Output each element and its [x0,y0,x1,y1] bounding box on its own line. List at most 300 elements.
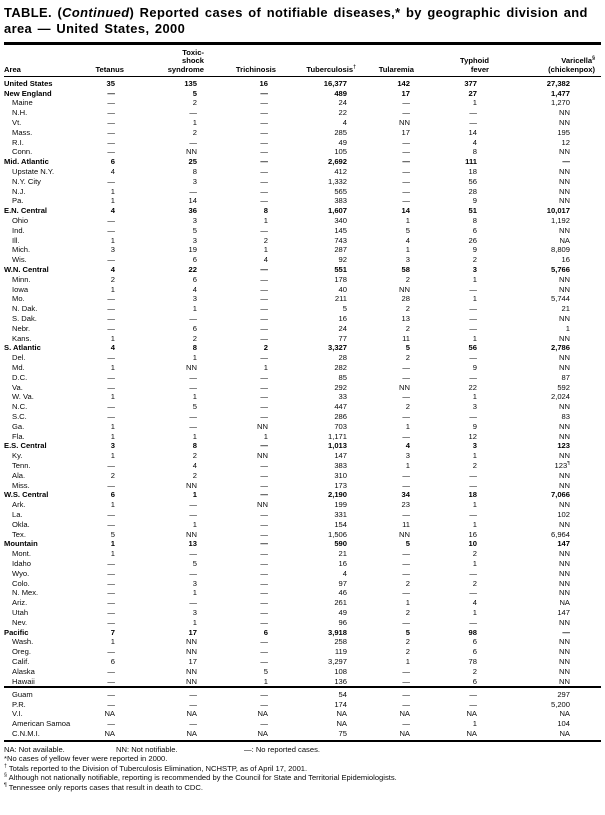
cell-tular: 1 [405,245,410,255]
cell-tetanus: — [107,607,115,617]
cell-tetanus: 7 [110,627,115,637]
cell-tss: 2 [192,470,197,480]
table-row [4,89,601,99]
cell-tular: NA [399,728,410,738]
cell-typhoid: 3 [472,402,477,412]
footnote-tuberculosis-text: Totals reported to the Division of Tuberculosis Elimination, NCHSTP, as of April 17, 2001. [6,763,308,773]
cell-tb: 147 [334,451,347,461]
table-row [4,294,601,304]
cell-tb: 1,332 [327,176,347,186]
row-area-label: Ga. [12,421,25,431]
cell-tular: — [402,392,410,402]
cell-tular: — [402,617,410,627]
table-row [4,490,601,500]
table-row [4,588,601,598]
cell-tb: NA [336,709,347,719]
dagger-mark: † [4,763,7,770]
cell-tss: 3 [192,578,197,588]
cell-typhoid: — [469,353,477,363]
cell-tb: 173 [334,480,347,490]
cell-tetanus: — [107,676,115,686]
cell-varicella: 5,766 [550,265,570,275]
cell-tular: 11 [402,333,410,343]
table-header-row [4,45,601,76]
cell-typhoid: — [469,304,477,314]
row-area-label: W.N. Central [4,265,49,275]
cell-tb: 551 [334,265,347,275]
cell-tetanus: — [107,225,115,235]
cell-tb: 199 [334,500,347,510]
cell-tss: 3 [192,216,197,226]
cell-typhoid: 1 [472,558,477,568]
row-area-label: Nebr. [12,323,31,333]
cell-tb: 33 [338,392,347,402]
title-rest: ) Reported cases of notifiable diseases,* by geographic division and area — United States, 2000 [4,5,588,36]
cell-varicella: NN [559,333,570,343]
cell-tetanus: — [107,323,115,333]
cell-varicella: NN [559,353,570,363]
table-row [4,432,601,442]
row-area-label: Ky. [12,451,23,461]
cell-varicella: NN [559,363,570,372]
table-row [4,177,601,187]
cell-tb: 16,377 [323,78,347,88]
cell-trich: — [260,598,268,608]
cell-tb: 92 [338,255,347,265]
row-area-label: V.I. [12,709,23,719]
cell-tular: 1 [405,598,410,608]
cell-tb: 261 [334,598,347,608]
cell-tss: 2 [192,333,197,343]
cell-tb: 447 [334,402,347,412]
cell-varicella: NN [559,588,570,598]
cell-tetanus: 1 [110,431,115,441]
cell-tular: 3 [405,451,410,461]
cell-typhoid: 4 [472,598,477,608]
cell-tular: 11 [402,519,410,529]
cell-typhoid: 6 [472,637,477,647]
cell-tetanus: 3 [110,245,115,255]
cell-tetanus: NA [104,709,115,719]
row-area-label: Vt. [12,118,22,128]
table-row [4,500,601,510]
table-row [4,549,601,559]
cell-tss: 8 [192,441,197,451]
table-row [4,687,601,699]
row-area-label: New England [4,88,52,98]
cell-tss: NA [186,728,197,738]
row-area-label: E.N. Central [4,206,48,216]
cell-tb: 174 [334,699,347,709]
cell-tetanus: NA [104,728,115,738]
cell-trich: 16 [259,78,268,88]
table-row [4,304,601,314]
cell-typhoid: 2 [472,549,477,559]
cell-tular: NN [399,284,410,294]
row-area-label: Kans. [12,333,32,343]
cell-typhoid: 6 [472,225,477,235]
cell-tb: 383 [334,460,347,470]
footnotes [4,745,601,793]
cell-tb: 54 [282,687,362,699]
cell-typhoid: 2 [472,666,477,676]
cell-trich: — [260,108,268,118]
table-row [4,510,601,520]
cell-tss: 14 [188,196,197,206]
cell-tetanus: — [107,588,115,598]
cell-tss: 13 [188,539,197,549]
cell-typhoid: 1 [472,392,477,402]
cell-tular: — [402,176,410,186]
cell-tb: 24 [338,98,347,108]
legend-na: NA: Not available. [4,744,65,754]
row-area-label: N. Mex. [12,588,39,598]
table-row [4,265,601,275]
cell-tetanus: 2 [110,470,115,480]
cell-varicella: 83 [561,411,570,421]
cell-tss: — [189,372,197,382]
cell-varicella: 5,200 [550,699,570,709]
row-area-label: S. Atlantic [4,343,41,353]
column-header-trich: Trichinosis [210,45,282,76]
row-area-label: Mountain [4,539,38,549]
cell-tular: 2 [405,578,410,588]
cell-typhoid: 56 [468,176,477,186]
cell-tular: — [402,568,410,578]
cell-typhoid: 18 [468,490,477,500]
cell-typhoid: — [420,687,495,699]
cell-tss: 36 [188,206,197,216]
cell-trich: — [260,549,268,559]
cell-tetanus: — [107,411,115,421]
cell-trich: — [260,647,268,657]
cell-trich: — [260,617,268,627]
cell-tular: NN [399,529,410,539]
table-row [4,147,601,157]
cell-tss: — [189,598,197,608]
cell-typhoid: 78 [468,656,477,666]
cell-tular: — [402,108,410,118]
cell-tetanus: 1 [110,500,115,510]
cell-tss: NN [186,637,197,647]
cell-tular: 2 [405,647,410,657]
cell-tetanus: 1 [110,235,115,245]
cell-trich: — [260,519,268,529]
cell-trich: NN [257,500,268,510]
cell-varicella: 12 [561,137,570,147]
cell-tetanus: 4 [110,167,115,177]
cell-tb: 331 [334,509,347,519]
cell-tb: 77 [338,333,347,343]
cell-tetanus: — [107,719,115,729]
row-area-label: Ohio [12,216,29,226]
cell-trich: — [260,353,268,363]
row-area-label: Idaho [12,558,32,568]
cell-varicella: 1,192 [550,216,570,226]
row-area-label: Guam [4,687,92,699]
row-area-label: American Samoa [12,719,71,729]
cell-typhoid: — [469,323,477,333]
cell-tular: 5 [405,539,410,549]
cell-tular: — [402,666,410,676]
cell-typhoid: 1 [472,333,477,343]
cell-tss: NA [186,709,197,719]
cell-tb: 1,607 [327,206,347,216]
cell-typhoid: 8 [472,216,477,226]
table-row [4,167,601,177]
cell-tetanus: 4 [110,206,115,216]
cell-typhoid: 1 [472,98,477,108]
cell-typhoid: NA [466,728,477,738]
cell-tetanus: — [107,699,115,709]
cell-tb: 340 [334,216,347,226]
cell-trich: — [260,196,268,206]
cell-tss: 6 [192,274,197,284]
cell-tb: 3,327 [327,343,347,353]
cell-typhoid: — [469,284,477,294]
row-area-label: Mass. [12,127,33,137]
table-row [4,363,601,373]
cell-typhoid: 27 [468,88,477,98]
table-row [4,383,601,393]
cell-trich: — [260,656,268,666]
table-row [4,108,601,118]
cell-varicella: NN [559,274,570,284]
cell-tetanus: 4 [110,265,115,275]
cell-trich: — [260,284,268,294]
row-area-label: Maine [12,98,33,108]
row-area-label: United States [4,78,53,88]
row-area-label: S.C. [12,411,27,421]
cell-tular: 2 [405,402,410,412]
cell-tb: 46 [338,588,347,598]
cell-varicella: NN [559,549,570,559]
table-row [4,569,601,579]
row-area-label: Alaska [12,666,35,676]
cell-tss: 1 [192,118,197,128]
column-header-area: Area [4,45,92,76]
cell-tular: 17 [401,127,410,137]
footnote-yellow-fever-text: *No cases of yellow fever were reported in 2000. [4,754,168,764]
cell-typhoid: — [469,470,477,480]
table-row [4,618,601,628]
cell-typhoid: 6 [472,676,477,686]
cell-varicella: NN [559,176,570,186]
cell-tetanus: 2 [110,274,115,284]
cell-tss: 1 [192,490,197,500]
cell-typhoid: 1 [472,274,477,284]
cell-tular: 28 [401,294,410,304]
cell-tular: — [402,549,410,559]
cell-tb: 292 [334,382,347,392]
cell-tb: 85 [338,372,347,382]
row-area-label: Utah [12,607,29,617]
cell-varicella: NA [559,235,570,245]
cell-tss: NN [186,480,197,490]
cell-typhoid: 9 [472,363,477,372]
cell-trich: 1 [263,216,268,226]
cell-varicella: NN [559,186,570,196]
cell-typhoid: — [469,617,477,627]
cell-tular: — [402,196,410,206]
row-area-label: R.I. [12,137,24,147]
cell-typhoid: 3 [472,441,477,451]
cell-typhoid: 12 [468,431,477,441]
table-row [4,138,601,148]
cell-tss: — [189,137,197,147]
cell-trich: NA [257,728,268,738]
cell-tular: 23 [401,500,410,510]
cell-trich: — [260,529,268,539]
row-area-label: Miss. [12,480,30,490]
cell-tss: 1 [192,392,197,402]
footnote-tennessee [4,783,601,793]
cell-tular: 142 [397,78,410,88]
row-area-label: N.H. [12,108,28,118]
row-area-label: Va. [12,382,23,392]
cell-trich: — [260,137,268,147]
row-area-label: E.S. Central [4,441,47,451]
cell-tetanus: — [107,255,115,265]
cell-trich: — [260,578,268,588]
cell-typhoid: — [469,588,477,598]
cell-varicella: NA [559,728,570,738]
cell-tular: — [402,699,410,709]
cell-trich: — [260,372,268,382]
column-header-tetanus: Tetanus [92,45,130,76]
cell-trich: — [260,411,268,421]
row-area-label: Mid. Atlantic [4,157,49,167]
cell-tss: — [189,314,197,324]
cell-trich: 1 [263,363,268,372]
table-row [4,539,601,549]
cell-typhoid: 1 [472,500,477,510]
cell-tb: 286 [334,411,347,421]
cell-tss: 2 [192,127,197,137]
cell-tss: NN [186,666,197,676]
cell-typhoid: 18 [468,167,477,177]
title-continued: Continued [62,5,130,20]
table-row [4,216,601,226]
cell-trich: 5 [263,666,268,676]
cell-varicella: 195 [557,127,570,137]
cell-trich: — [260,392,268,402]
cell-varicella: 123 [557,441,570,451]
column-header-tss: Toxic- shock syndrome [130,45,210,76]
cell-tss: 5 [192,402,197,412]
cell-tetanus: 1 [110,539,115,549]
table-row [4,520,601,530]
cell-tss: 1 [192,519,197,529]
column-header-typhoid: Typhoid fever [420,45,495,76]
cell-tss: 5 [192,88,197,98]
cell-tss: 1 [192,617,197,627]
cell-typhoid: — [469,411,477,421]
cell-tetanus: 1 [110,196,115,206]
cell-tss: 19 [188,245,197,255]
cell-varicella: NA [559,598,570,608]
cell-tular: 1 [405,656,410,666]
cell-tetanus: — [107,558,115,568]
cell-trich: NA [257,709,268,719]
cell-varicella: 10,017 [546,206,570,216]
row-area-label: Iowa [12,284,29,294]
cell-varicella: — [562,627,570,637]
cell-trich: — [260,294,268,304]
cell-trich: — [260,490,268,500]
cell-tss: 3 [192,176,197,186]
cell-tetanus: 3 [110,441,115,451]
cell-tular: — [402,588,410,598]
cell-tss: — [189,549,197,559]
cell-tb: 75 [338,728,347,738]
cell-varicella: NN [559,451,570,461]
cell-tb: 1,171 [327,431,347,441]
cell-tular: 3 [405,255,410,265]
cell-tss: — [130,687,210,699]
row-area-label: Nev. [12,617,28,627]
section-mark: § [4,772,7,779]
row-area-label: Ind. [12,225,25,235]
cell-tb: NA [336,719,347,729]
cell-tb: 287 [334,245,347,255]
cell-varicella: 147 [557,607,570,617]
cell-tular: 14 [401,206,410,216]
cell-tss: 25 [188,157,197,167]
cell-varicella: 104 [557,719,570,729]
cell-tular: 5 [405,343,410,353]
table-row [4,471,601,481]
cell-varicella: NN [559,470,570,480]
cell-typhoid: 22 [468,382,477,392]
cell-varicella: NN [559,196,570,206]
table-row [4,255,601,265]
table-row [4,441,601,451]
cell-varicella: 6,964 [550,529,570,539]
cell-tular: 34 [401,490,410,500]
table-row [4,700,601,710]
cell-tetanus: 6 [110,490,115,500]
cell-tular: NN [399,118,410,128]
cell-tular: — [402,363,410,372]
cell-typhoid: 98 [468,627,477,637]
table-row [4,677,601,688]
cell-tb: 4 [342,118,347,128]
table-row [4,719,601,729]
cell-varicella: 102 [557,509,570,519]
cell-tetanus: — [107,647,115,657]
cell-tss: 22 [188,265,197,275]
row-area-label: Ala. [12,470,26,480]
cell-trich: — [260,147,268,157]
cell-tetanus: 5 [110,529,115,539]
cell-tular: 1 [405,460,410,470]
row-area-label: N.Y. City [12,176,41,186]
cell-typhoid: 1 [472,451,477,461]
row-area-label: Tenn. [12,460,31,470]
cell-trich: — [260,88,268,98]
cell-tss: 135 [184,78,197,88]
cell-trich: 1 [263,431,268,441]
cell-tb: 136 [334,676,347,686]
cell-trich: — [260,460,268,470]
cell-trich: — [260,186,268,196]
cell-trich: — [260,176,268,186]
cell-tular: NA [399,709,410,719]
cell-tular: — [402,98,410,108]
cell-tular: 4 [405,441,410,451]
cell-tss: 6 [192,323,197,333]
